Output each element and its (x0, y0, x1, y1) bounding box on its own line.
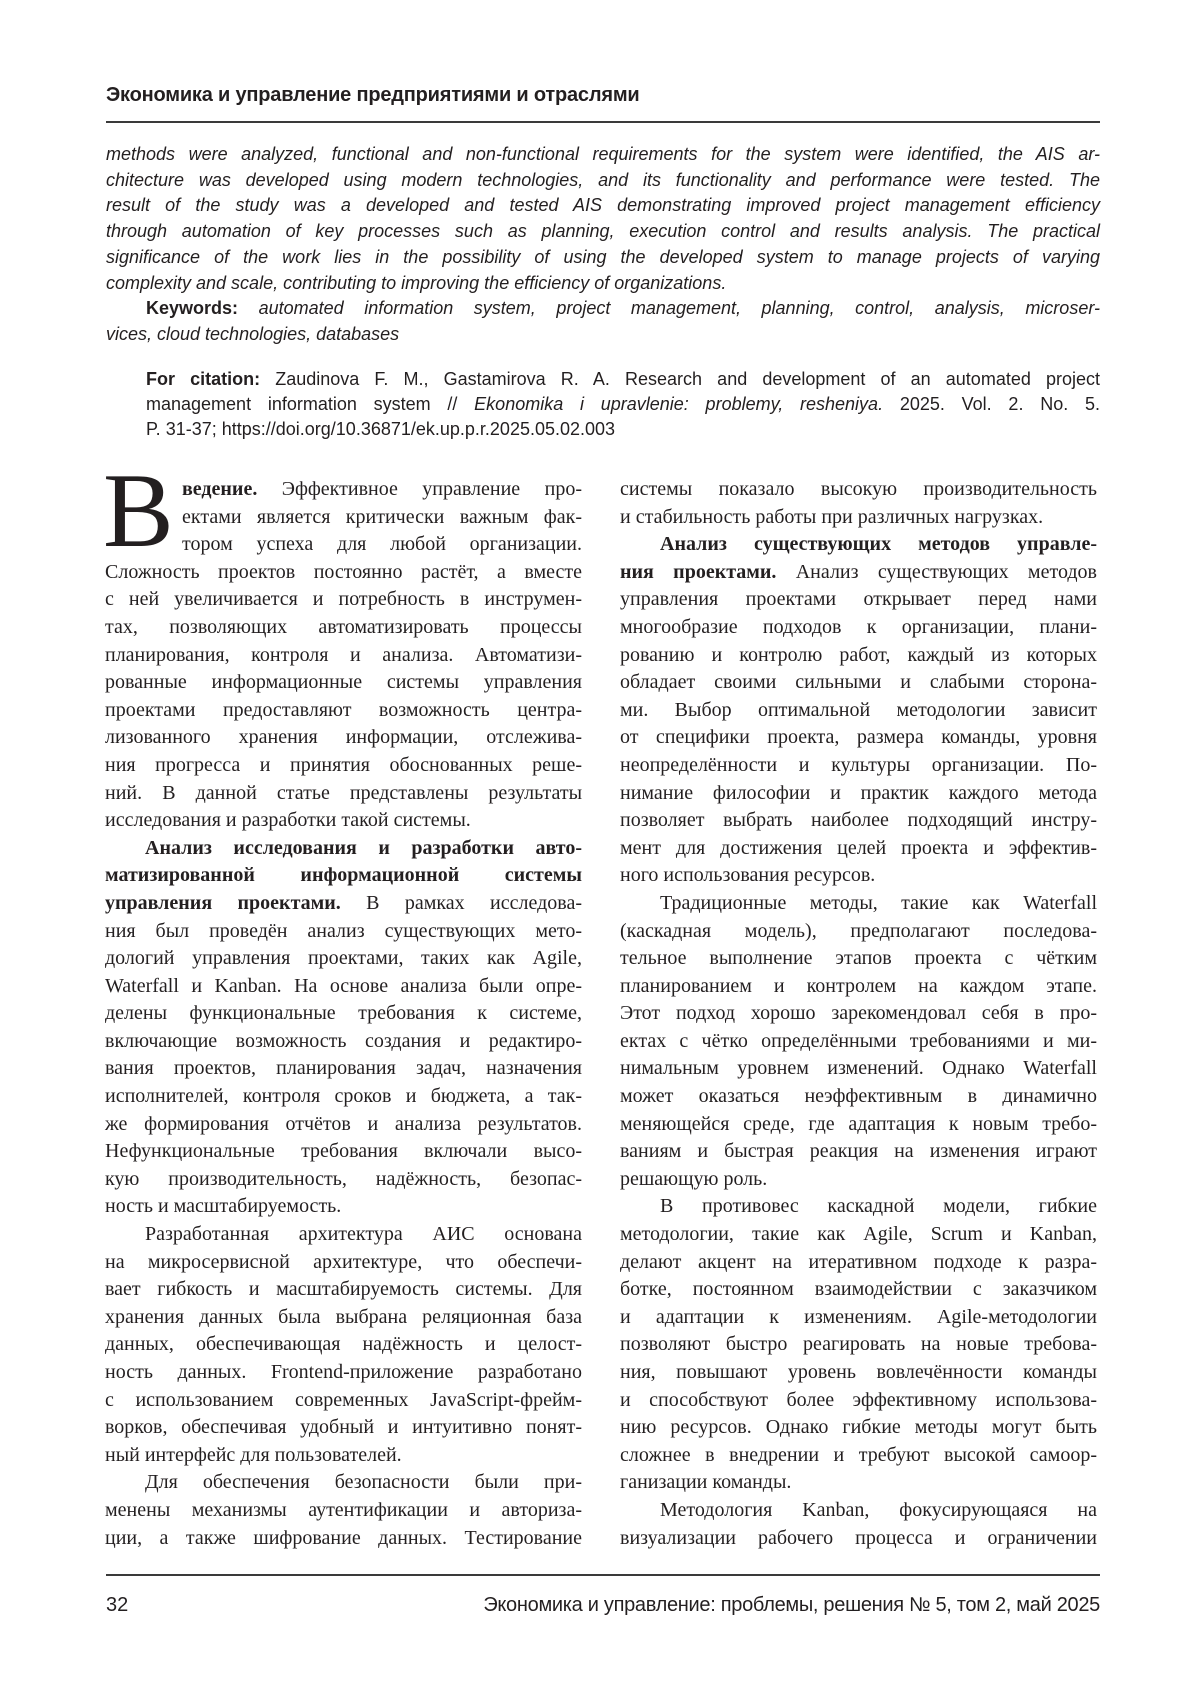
paragraph (105, 1221, 582, 1469)
text-line (105, 835, 582, 863)
text-line: и адаптации к изменениям. Agile-методологии (620, 1304, 1097, 1332)
text-line: системы показало высокую производительность (620, 476, 1097, 504)
text-line: менены механизмы аутентификации и авториза- (105, 1497, 582, 1525)
paragraph (620, 890, 1097, 1194)
text-line: ность и масштабируемость. (105, 1193, 582, 1221)
italic-text: Ekonomika i upravlenie: problemy, resheniya. (474, 394, 883, 414)
text-line: меняющейся среде, где адаптация к новым требо- (620, 1111, 1097, 1139)
bold-lead-in: Анализ исследования и разработки авто- (145, 837, 582, 859)
drop-cap: В (103, 458, 174, 564)
text-run: Zaudinova F. M., Gastamirova R. A. Research and development of an automated project (260, 369, 1100, 389)
text-line: делены функциональные требования к системе, (105, 1000, 582, 1028)
text-line (146, 392, 1100, 417)
text-line: вания проектов, планирования задач, назначения (105, 1055, 582, 1083)
text-line (146, 367, 1100, 392)
text-line: ворков, обеспечивая удобный и интуитивно понят- (105, 1414, 582, 1442)
text-line: и способствуют более эффективному использова- (620, 1387, 1097, 1415)
text-line (620, 531, 1097, 559)
bold-lead-in: ведение. (182, 478, 257, 500)
text-run: В рамках исследова- (341, 892, 582, 914)
citation-block (146, 367, 1100, 442)
text-line: планирования, контроля и анализа. Автоматизи- (105, 642, 582, 670)
text-line: Этот подход хорошо зарекомендовал себя в про- (620, 1000, 1097, 1028)
text-line: мент для достижения целей проекта и эффектив- (620, 835, 1097, 863)
bold-lead-in: For citation: (146, 369, 260, 389)
text-line: through automation of key processes such as planning, execution control and results analysis. The practical (106, 219, 1100, 245)
text-line: (каскадная модель), предполагают последова- (620, 918, 1097, 946)
paragraph (620, 531, 1097, 890)
text-line: ния, повышают уровень вовлечённости команды (620, 1359, 1097, 1387)
text-line: хранения данных была выбрана реляционная база (105, 1304, 582, 1332)
text-line (620, 559, 1097, 587)
text-line: рованные информационные системы управления (105, 669, 582, 697)
text-line: ектах с чётко определёнными требованиями и ми- (620, 1028, 1097, 1056)
text-line (105, 476, 582, 504)
body-column-left (105, 476, 582, 1552)
text-line: нию ресурсов. Однако гибкие методы могут быть (620, 1414, 1097, 1442)
page-number: 32 (106, 1594, 128, 1617)
text-line: обладает своими сильными и слабыми сторона- (620, 669, 1097, 697)
text-line: кую производительность, надёжность, безопас- (105, 1166, 582, 1194)
text-line: исследования и разработки такой системы. (105, 807, 582, 835)
bold-lead-in: управления проектами. (105, 892, 341, 914)
text-line: P. 31-37; https://doi.org/10.36871/ek.up.p.r.2025.05.02.003 (146, 417, 1100, 442)
paragraph (105, 1469, 582, 1552)
text-line: ний. В данной статье представлены результаты (105, 780, 582, 808)
text-line: же формирования отчётов и анализа результатов. (105, 1111, 582, 1139)
text-line: ми. Выбор оптимальной методологии зависит (620, 697, 1097, 725)
text-line (105, 862, 582, 890)
text-run: Анализ существующих методов (776, 561, 1097, 583)
text-run: Эффективное управление про- (257, 478, 582, 500)
bold-lead-in: ния проектами. (620, 561, 776, 583)
text-line: ния прогресса и принятия обоснованных реше- (105, 752, 582, 780)
text-line: дологий управления проектами, таких как Agile, (105, 945, 582, 973)
text-line: ганизации команды. (620, 1469, 1097, 1497)
text-line (106, 296, 1100, 322)
paragraph (106, 142, 1100, 296)
text-line: result of the study was a developed and tested AIS demonstrating improved project management efficiency (106, 193, 1100, 219)
text-line: неопределённости и культуры организации. По- (620, 752, 1097, 780)
text-line: тах, позволяющих автоматизировать процессы (105, 614, 582, 642)
text-line: нимание философии и практик каждого метода (620, 780, 1097, 808)
text-line: methods were analyzed, functional and non-functional requirements for the system were identified, the AIS ar- (106, 142, 1100, 168)
text-line: данных, обеспечивающая надёжность и целост- (105, 1331, 582, 1359)
text-line: ния был проведён анализ существующих мето- (105, 918, 582, 946)
text-line: сложнее в внедрении и требуют высокой самоор- (620, 1442, 1097, 1470)
bold-lead-in: Анализ существующих методов управле- (660, 533, 1097, 555)
text-line: визуализации рабочего процесса и ограничении (620, 1525, 1097, 1553)
text-line: Для обеспечения безопасности были при- (105, 1469, 582, 1497)
text-line: методологии, такие как Agile, Scrum и Kanban, (620, 1221, 1097, 1249)
journal-footer: Экономика и управление: проблемы, решения № 5, том 2, май 2025 (483, 1594, 1100, 1617)
text-line: В противовес каскадной модели, гибкие (620, 1193, 1097, 1221)
text-line: делают акцент на итеративном подходе к разра- (620, 1249, 1097, 1277)
text-line: позволяет выбрать наиболее подходящий инстру- (620, 807, 1097, 835)
text-run: 2025. Vol. 2. No. 5. (883, 394, 1100, 414)
text-line: лизованного хранения информации, отслежива- (105, 724, 582, 752)
text-line: Традиционные методы, такие как Waterfall (620, 890, 1097, 918)
text-line: Сложность проектов постоянно растёт, а вместе (105, 559, 582, 587)
text-line: Методология Kanban, фокусирующаяся на (620, 1497, 1097, 1525)
text-line (105, 890, 582, 918)
text-line: включающие возможность создания и редактиро- (105, 1028, 582, 1056)
text-line: ного использования ресурсов. (620, 862, 1097, 890)
text-line: вает гибкость и масштабируемость системы. Для (105, 1276, 582, 1304)
paragraph (105, 835, 582, 1221)
paragraph (106, 296, 1100, 347)
text-line: с использованием современных JavaScript-фрейм- (105, 1387, 582, 1415)
english-abstract (106, 142, 1100, 348)
text-line: ектами является критически важным фак- (105, 504, 582, 532)
text-line: рованию и контролю работ, каждый из которых (620, 642, 1097, 670)
text-line: chitecture was developed using modern technologies, and its functionality and performance were tested. The (106, 168, 1100, 194)
footer-rule (106, 1574, 1100, 1576)
text-line: ботке, постоянном взаимодействии с заказчиком (620, 1276, 1097, 1304)
text-run: automated information system, project management, planning, control, analysis, microser- (238, 298, 1100, 318)
bold-lead-in: Keywords: (146, 298, 238, 318)
text-line: Waterfall и Kanban. На основе анализа были опре- (105, 973, 582, 1001)
header-rule (106, 121, 1100, 123)
text-line: решающую роль. (620, 1166, 1097, 1194)
text-line: Нефункциональные требования включали высо- (105, 1138, 582, 1166)
bold-lead-in: матизированной информационной системы (105, 864, 582, 886)
text-line: нимальным уровнем изменений. Однако Waterfall (620, 1055, 1097, 1083)
text-line: significance of the work lies in the possibility of using the developed system to manage projects of varying (106, 245, 1100, 271)
text-line: ваниям и быстрая реакция на изменения играют (620, 1138, 1097, 1166)
text-line: планированием и контролем на каждом этапе. (620, 973, 1097, 1001)
text-run: management information system // (146, 394, 474, 414)
text-line: и стабильность работы при различных нагрузках. (620, 504, 1097, 532)
text-line: Разработанная архитектура АИС основана (105, 1221, 582, 1249)
text-line: ции, а также шифрование данных. Тестирование (105, 1525, 582, 1553)
text-line: ность данных. Frontend-приложение разработано (105, 1359, 582, 1387)
text-line: многообразие подходов к организации, плани- (620, 614, 1097, 642)
text-line: complexity and scale, contributing to improving the efficiency of organizations. (106, 271, 1100, 297)
text-line: тором успеха для любой организации. (105, 531, 582, 559)
text-line: vices, cloud technologies, databases (106, 322, 1100, 348)
text-line: проектами предоставляют возможность центра- (105, 697, 582, 725)
paragraph (105, 476, 582, 835)
running-header: Экономика и управление предприятиями и отраслями (106, 84, 640, 107)
text-line: исполнителей, контроля сроков и бюджета, а так- (105, 1083, 582, 1111)
text-line: ный интерфейс для пользователей. (105, 1442, 582, 1470)
text-line: от специфики проекта, размера команды, уровня (620, 724, 1097, 752)
text-line: может оказаться неэффективным в динамично (620, 1083, 1097, 1111)
text-line: управления проектами открывает перед нами (620, 586, 1097, 614)
text-line: на микросервисной архитектуре, что обеспечи- (105, 1249, 582, 1277)
text-line: с ней увеличивается и потребность в инструмен- (105, 586, 582, 614)
text-line: позволяют быстро реагировать на новые требова- (620, 1331, 1097, 1359)
paragraph (620, 1193, 1097, 1497)
paragraph (146, 367, 1100, 442)
text-line: тельное выполнение этапов проекта с чётким (620, 945, 1097, 973)
paragraph (620, 476, 1097, 531)
paragraph (620, 1497, 1097, 1552)
body-column-right (620, 476, 1097, 1552)
